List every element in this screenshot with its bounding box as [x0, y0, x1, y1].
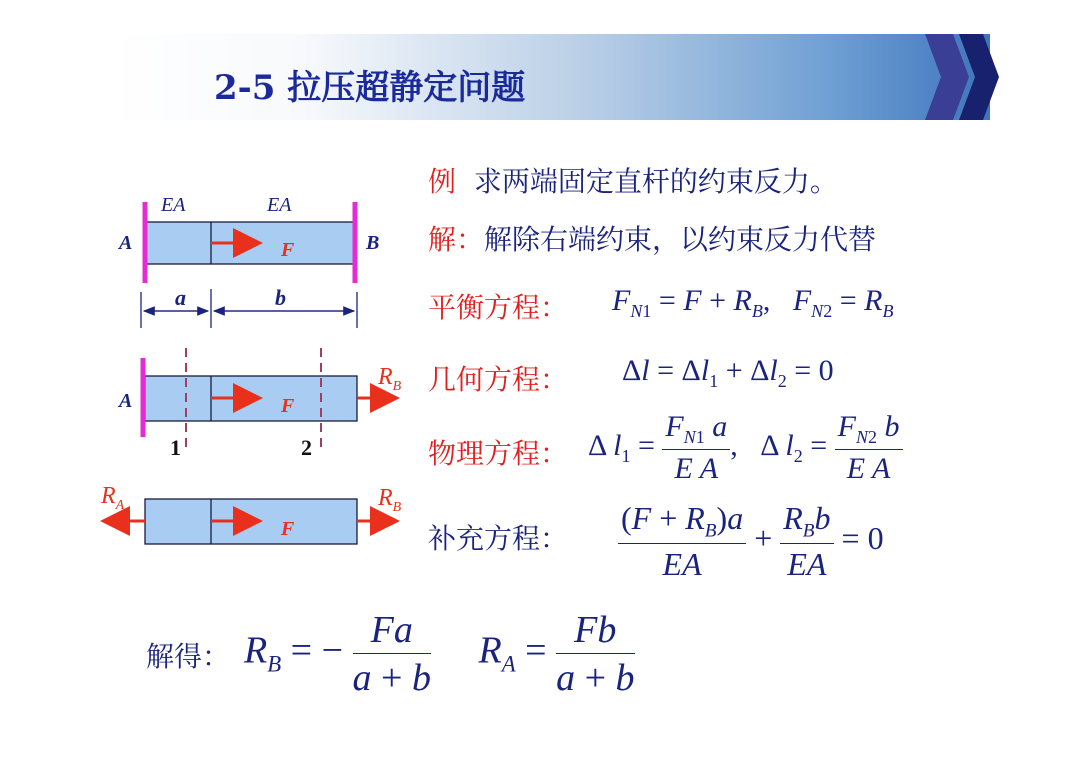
force-label-2: F [281, 395, 295, 417]
example-line [428, 160, 838, 200]
reaction-a-label: $R_A$ [101, 483, 125, 513]
supplementary-equation: $\frac{(F + R_B)a}{EA}$ + $\frac{R_Bb}{EA}$ = 0 [618, 500, 884, 583]
geometry-label: 几何方程： [428, 363, 569, 396]
ea-left-label: EA [161, 194, 186, 216]
solution-text: 解除右端约束，以约束反力代替 [484, 223, 877, 256]
chevron-decoration-icon [925, 34, 1003, 120]
solution-line [428, 218, 876, 258]
physics-equation: Δ $l_1$ = $\frac{F_{N1} a}{\text{E A}}$ , Δ $l_2$ = $\frac{F_{N2} b}{\text{E A}}$ [588, 410, 903, 486]
dim-a-label: a [175, 285, 186, 310]
result-equation: $R_B$ = − $\frac{Fa}{a + b}$ $R_A$ = $\frac{Fb}{a + b}$ [244, 609, 635, 699]
released-bar-diagram [117, 348, 402, 460]
reaction-b-label: $R_B$ [378, 364, 402, 394]
fixed-bar-diagram [117, 194, 379, 328]
force-label-3: F [281, 518, 295, 540]
supplementary-label: 补充方程： [428, 522, 569, 555]
example-prefix: 例 [428, 165, 457, 198]
slide-title: 2-5 拉压超静定问题 [214, 68, 526, 108]
bar-diagrams [95, 185, 425, 565]
title-banner [112, 34, 990, 120]
free-body-diagram [100, 483, 402, 544]
result-label: 解得： [146, 640, 231, 673]
section-1-label: 1 [170, 435, 181, 460]
physics-label: 物理方程： [428, 437, 569, 470]
force-label: F [281, 239, 295, 261]
reaction-b-label-2: $R_B$ [378, 485, 402, 515]
point-a-label-2: A [119, 390, 133, 412]
section-2-label: 2 [301, 435, 312, 460]
example-text: 求两端固定直杆的约束反力。 [473, 165, 838, 198]
point-b-label: B [366, 232, 380, 254]
equilibrium-label: 平衡方程： [428, 291, 569, 324]
ea-right-label: EA [267, 194, 292, 216]
equilibrium-equation: $F_{N1} = F + R_B$, $F_{N2} = R_B$ [612, 284, 894, 321]
solution-prefix: 解： [428, 223, 485, 256]
dim-b-label: b [275, 285, 286, 310]
geometry-equation: $\Delta l = \Delta l_1 + \Delta l_2 = 0$ [622, 354, 834, 391]
point-a-label: A [119, 232, 133, 254]
